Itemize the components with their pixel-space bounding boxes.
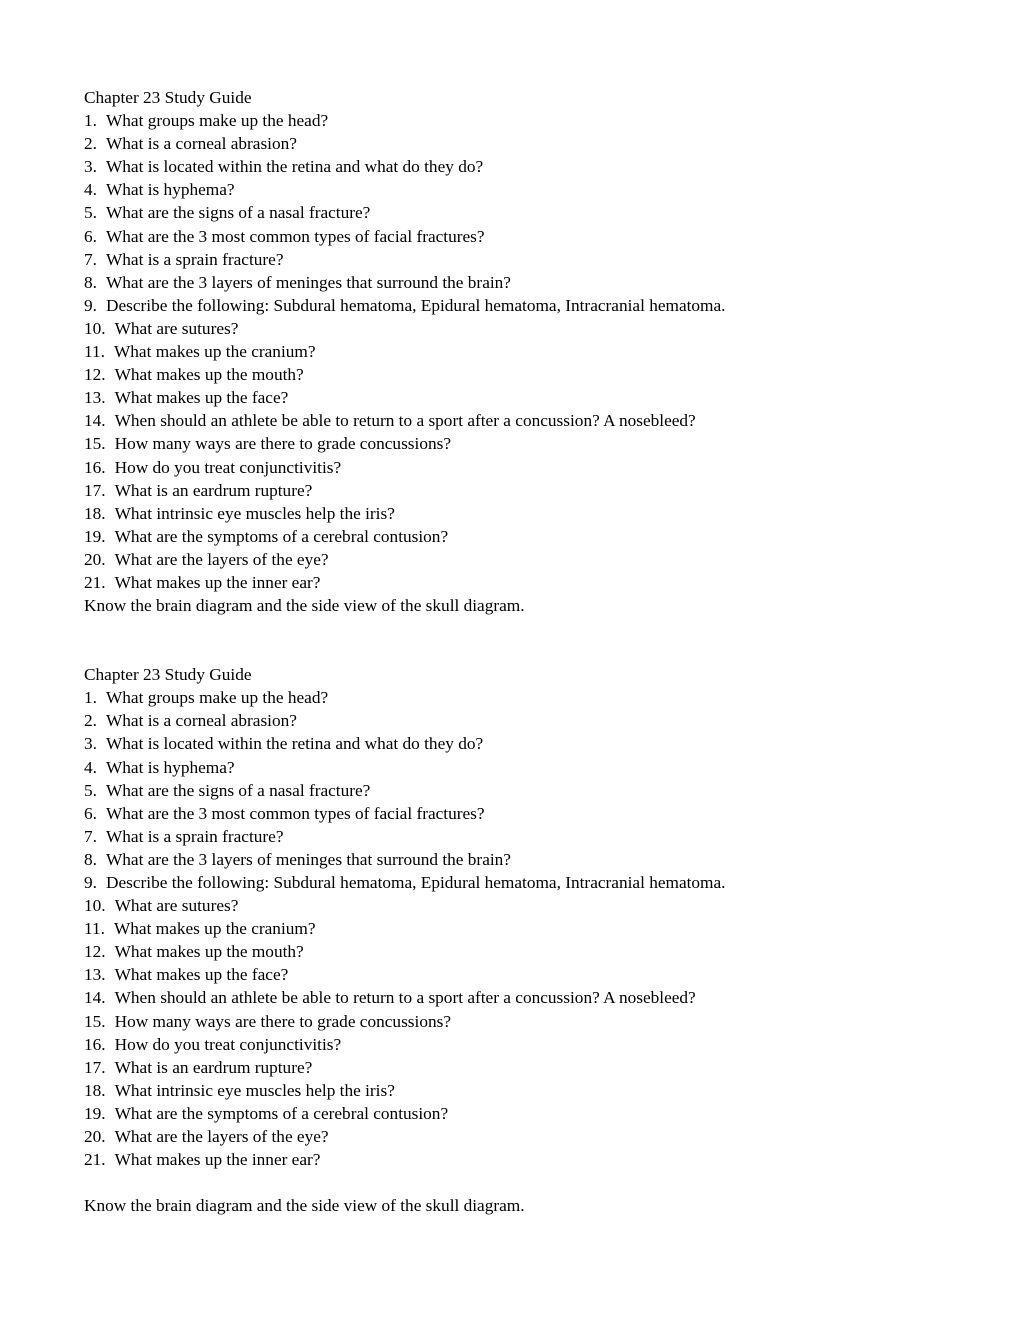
item-text: What makes up the face? xyxy=(114,388,289,408)
item-number: 3. xyxy=(84,734,97,754)
question-item xyxy=(84,1102,970,1125)
item-text: Describe the following: Subdural hematoma, Epidural hematoma, Intracranial hematoma. xyxy=(105,295,726,315)
item-number: 5. xyxy=(84,203,97,223)
question-item xyxy=(84,686,970,709)
item-number: 5. xyxy=(84,780,97,800)
diagram-note: Know the brain diagram and the side view of the skull diagram. xyxy=(84,1196,525,1216)
question-item xyxy=(84,732,970,755)
question-item xyxy=(84,1056,970,1079)
item-number: 4. xyxy=(84,757,97,777)
item-number: 2. xyxy=(84,711,97,731)
study-guide-section-2 xyxy=(84,663,970,1217)
question-item xyxy=(84,871,970,894)
item-text: What groups make up the head? xyxy=(105,688,329,708)
item-text: When should an athlete be able to return to a sport after a concussion? A nosebleed? xyxy=(114,988,696,1008)
question-item xyxy=(84,363,970,386)
question-item xyxy=(84,317,970,340)
item-text: How do you treat conjunctivitis? xyxy=(114,1034,342,1054)
question-item xyxy=(84,1033,970,1056)
question-item xyxy=(84,201,970,224)
question-item xyxy=(84,109,970,132)
item-text: What makes up the cranium? xyxy=(113,342,316,362)
item-number: 12. xyxy=(84,365,106,385)
item-number: 14. xyxy=(84,988,106,1008)
item-text: What are the layers of the eye? xyxy=(114,1127,329,1147)
item-text: What are the layers of the eye? xyxy=(114,549,329,569)
question-item xyxy=(84,294,970,317)
question-item xyxy=(84,456,970,479)
item-number: 6. xyxy=(84,803,97,823)
item-text: What is located within the retina and what do they do? xyxy=(105,734,484,754)
item-number: 14. xyxy=(84,411,106,431)
item-number: 17. xyxy=(84,480,106,500)
item-number: 10. xyxy=(84,896,106,916)
question-item xyxy=(84,178,970,201)
item-text: What makes up the inner ear? xyxy=(114,1150,321,1170)
question-item xyxy=(84,525,970,548)
study-guide-section-1 xyxy=(84,86,970,617)
item-text: What groups make up the head? xyxy=(105,111,329,131)
question-item xyxy=(84,709,970,732)
question-item xyxy=(84,779,970,802)
question-item xyxy=(84,848,970,871)
item-text: What are sutures? xyxy=(114,896,239,916)
item-text: How many ways are there to grade concussions? xyxy=(114,434,452,454)
item-text: What is hyphema? xyxy=(105,180,235,200)
question-item xyxy=(84,894,970,917)
item-number: 21. xyxy=(84,1150,106,1170)
question-list xyxy=(84,109,970,594)
question-item xyxy=(84,502,970,525)
item-number: 18. xyxy=(84,503,106,523)
item-text: What makes up the face? xyxy=(114,965,289,985)
item-text: What is an eardrum rupture? xyxy=(114,1057,313,1077)
item-text: What intrinsic eye muscles help the iris? xyxy=(114,1080,395,1100)
item-number: 16. xyxy=(84,457,106,477)
item-text: What are the symptoms of a cerebral contusion? xyxy=(114,526,449,546)
question-item xyxy=(84,409,970,432)
question-item xyxy=(84,248,970,271)
item-text: How many ways are there to grade concussions? xyxy=(114,1011,452,1031)
question-item xyxy=(84,917,970,940)
item-text: What is a corneal abrasion? xyxy=(105,134,297,154)
item-number: 19. xyxy=(84,526,106,546)
item-text: What are the 3 most common types of facial fractures? xyxy=(105,226,485,246)
question-item xyxy=(84,756,970,779)
question-item xyxy=(84,802,970,825)
item-number: 15. xyxy=(84,434,106,454)
item-number: 21. xyxy=(84,572,106,592)
item-number: 20. xyxy=(84,1127,106,1147)
item-text: What makes up the inner ear? xyxy=(114,572,321,592)
item-number: 4. xyxy=(84,180,97,200)
item-number: 16. xyxy=(84,1034,106,1054)
item-text: What is hyphema? xyxy=(105,757,235,777)
item-text: What is a sprain fracture? xyxy=(105,826,284,846)
item-text: What makes up the mouth? xyxy=(114,365,304,385)
item-text: What are the 3 most common types of facial fractures? xyxy=(105,803,485,823)
item-number: 19. xyxy=(84,1103,106,1123)
question-item xyxy=(84,432,970,455)
question-item xyxy=(84,548,970,571)
item-number: 1. xyxy=(84,111,97,131)
item-number: 13. xyxy=(84,388,106,408)
item-number: 9. xyxy=(84,873,97,892)
item-text: What makes up the mouth? xyxy=(114,942,304,962)
item-number: 18. xyxy=(84,1080,106,1100)
item-number: 11. xyxy=(84,342,105,362)
question-item xyxy=(84,825,970,848)
item-number: 2. xyxy=(84,134,97,154)
item-number: 13. xyxy=(84,965,106,985)
item-number: 17. xyxy=(84,1057,106,1077)
item-text: What are the 3 layers of meninges that surround the brain? xyxy=(105,272,511,292)
item-number: 11. xyxy=(84,919,105,939)
item-number: 20. xyxy=(84,549,106,569)
diagram-note: Know the brain diagram and the side view of the skull diagram. xyxy=(84,596,525,616)
item-text: What are the signs of a nasal fracture? xyxy=(105,780,371,800)
item-number: 3. xyxy=(84,157,97,177)
item-text: What is located within the retina and what do they do? xyxy=(105,157,484,177)
item-number: 9. xyxy=(84,295,97,315)
question-item xyxy=(84,571,970,594)
section-title: Chapter 23 Study Guide xyxy=(84,88,252,107)
item-number: 10. xyxy=(84,318,106,338)
item-text: What are sutures? xyxy=(114,318,239,338)
question-item xyxy=(84,940,970,963)
item-text: When should an athlete be able to return to a sport after a concussion? A nosebleed? xyxy=(114,411,696,431)
item-number: 7. xyxy=(84,249,97,269)
item-number: 1. xyxy=(84,688,97,708)
question-item xyxy=(84,225,970,248)
item-number: 8. xyxy=(84,272,97,292)
item-text: How do you treat conjunctivitis? xyxy=(114,457,342,477)
item-text: What is a sprain fracture? xyxy=(105,249,284,269)
item-number: 6. xyxy=(84,226,97,246)
section-title: Chapter 23 Study Guide xyxy=(84,665,252,685)
item-text: What intrinsic eye muscles help the iris? xyxy=(114,503,395,523)
item-number: 15. xyxy=(84,1011,106,1031)
question-item xyxy=(84,155,970,178)
item-number: 8. xyxy=(84,849,97,869)
question-item xyxy=(84,132,970,155)
question-list xyxy=(84,686,970,1171)
item-text: What are the 3 layers of meninges that surround the brain? xyxy=(105,849,511,869)
item-text: Describe the following: Subdural hematoma, Epidural hematoma, Intracranial hematoma. xyxy=(105,873,726,892)
question-item xyxy=(84,340,970,363)
question-item xyxy=(84,986,970,1009)
item-text: What makes up the cranium? xyxy=(113,919,316,939)
question-item xyxy=(84,271,970,294)
item-text: What is an eardrum rupture? xyxy=(114,480,313,500)
question-item xyxy=(84,1148,970,1171)
question-item xyxy=(84,1010,970,1033)
question-item xyxy=(84,1079,970,1102)
item-text: What are the signs of a nasal fracture? xyxy=(105,203,371,223)
question-item xyxy=(84,1125,970,1148)
item-number: 7. xyxy=(84,826,97,846)
item-number: 12. xyxy=(84,942,106,962)
item-text: What is a corneal abrasion? xyxy=(105,711,297,731)
question-item xyxy=(84,479,970,502)
question-item xyxy=(84,963,970,986)
item-text: What are the symptoms of a cerebral contusion? xyxy=(114,1103,449,1123)
question-item xyxy=(84,386,970,409)
